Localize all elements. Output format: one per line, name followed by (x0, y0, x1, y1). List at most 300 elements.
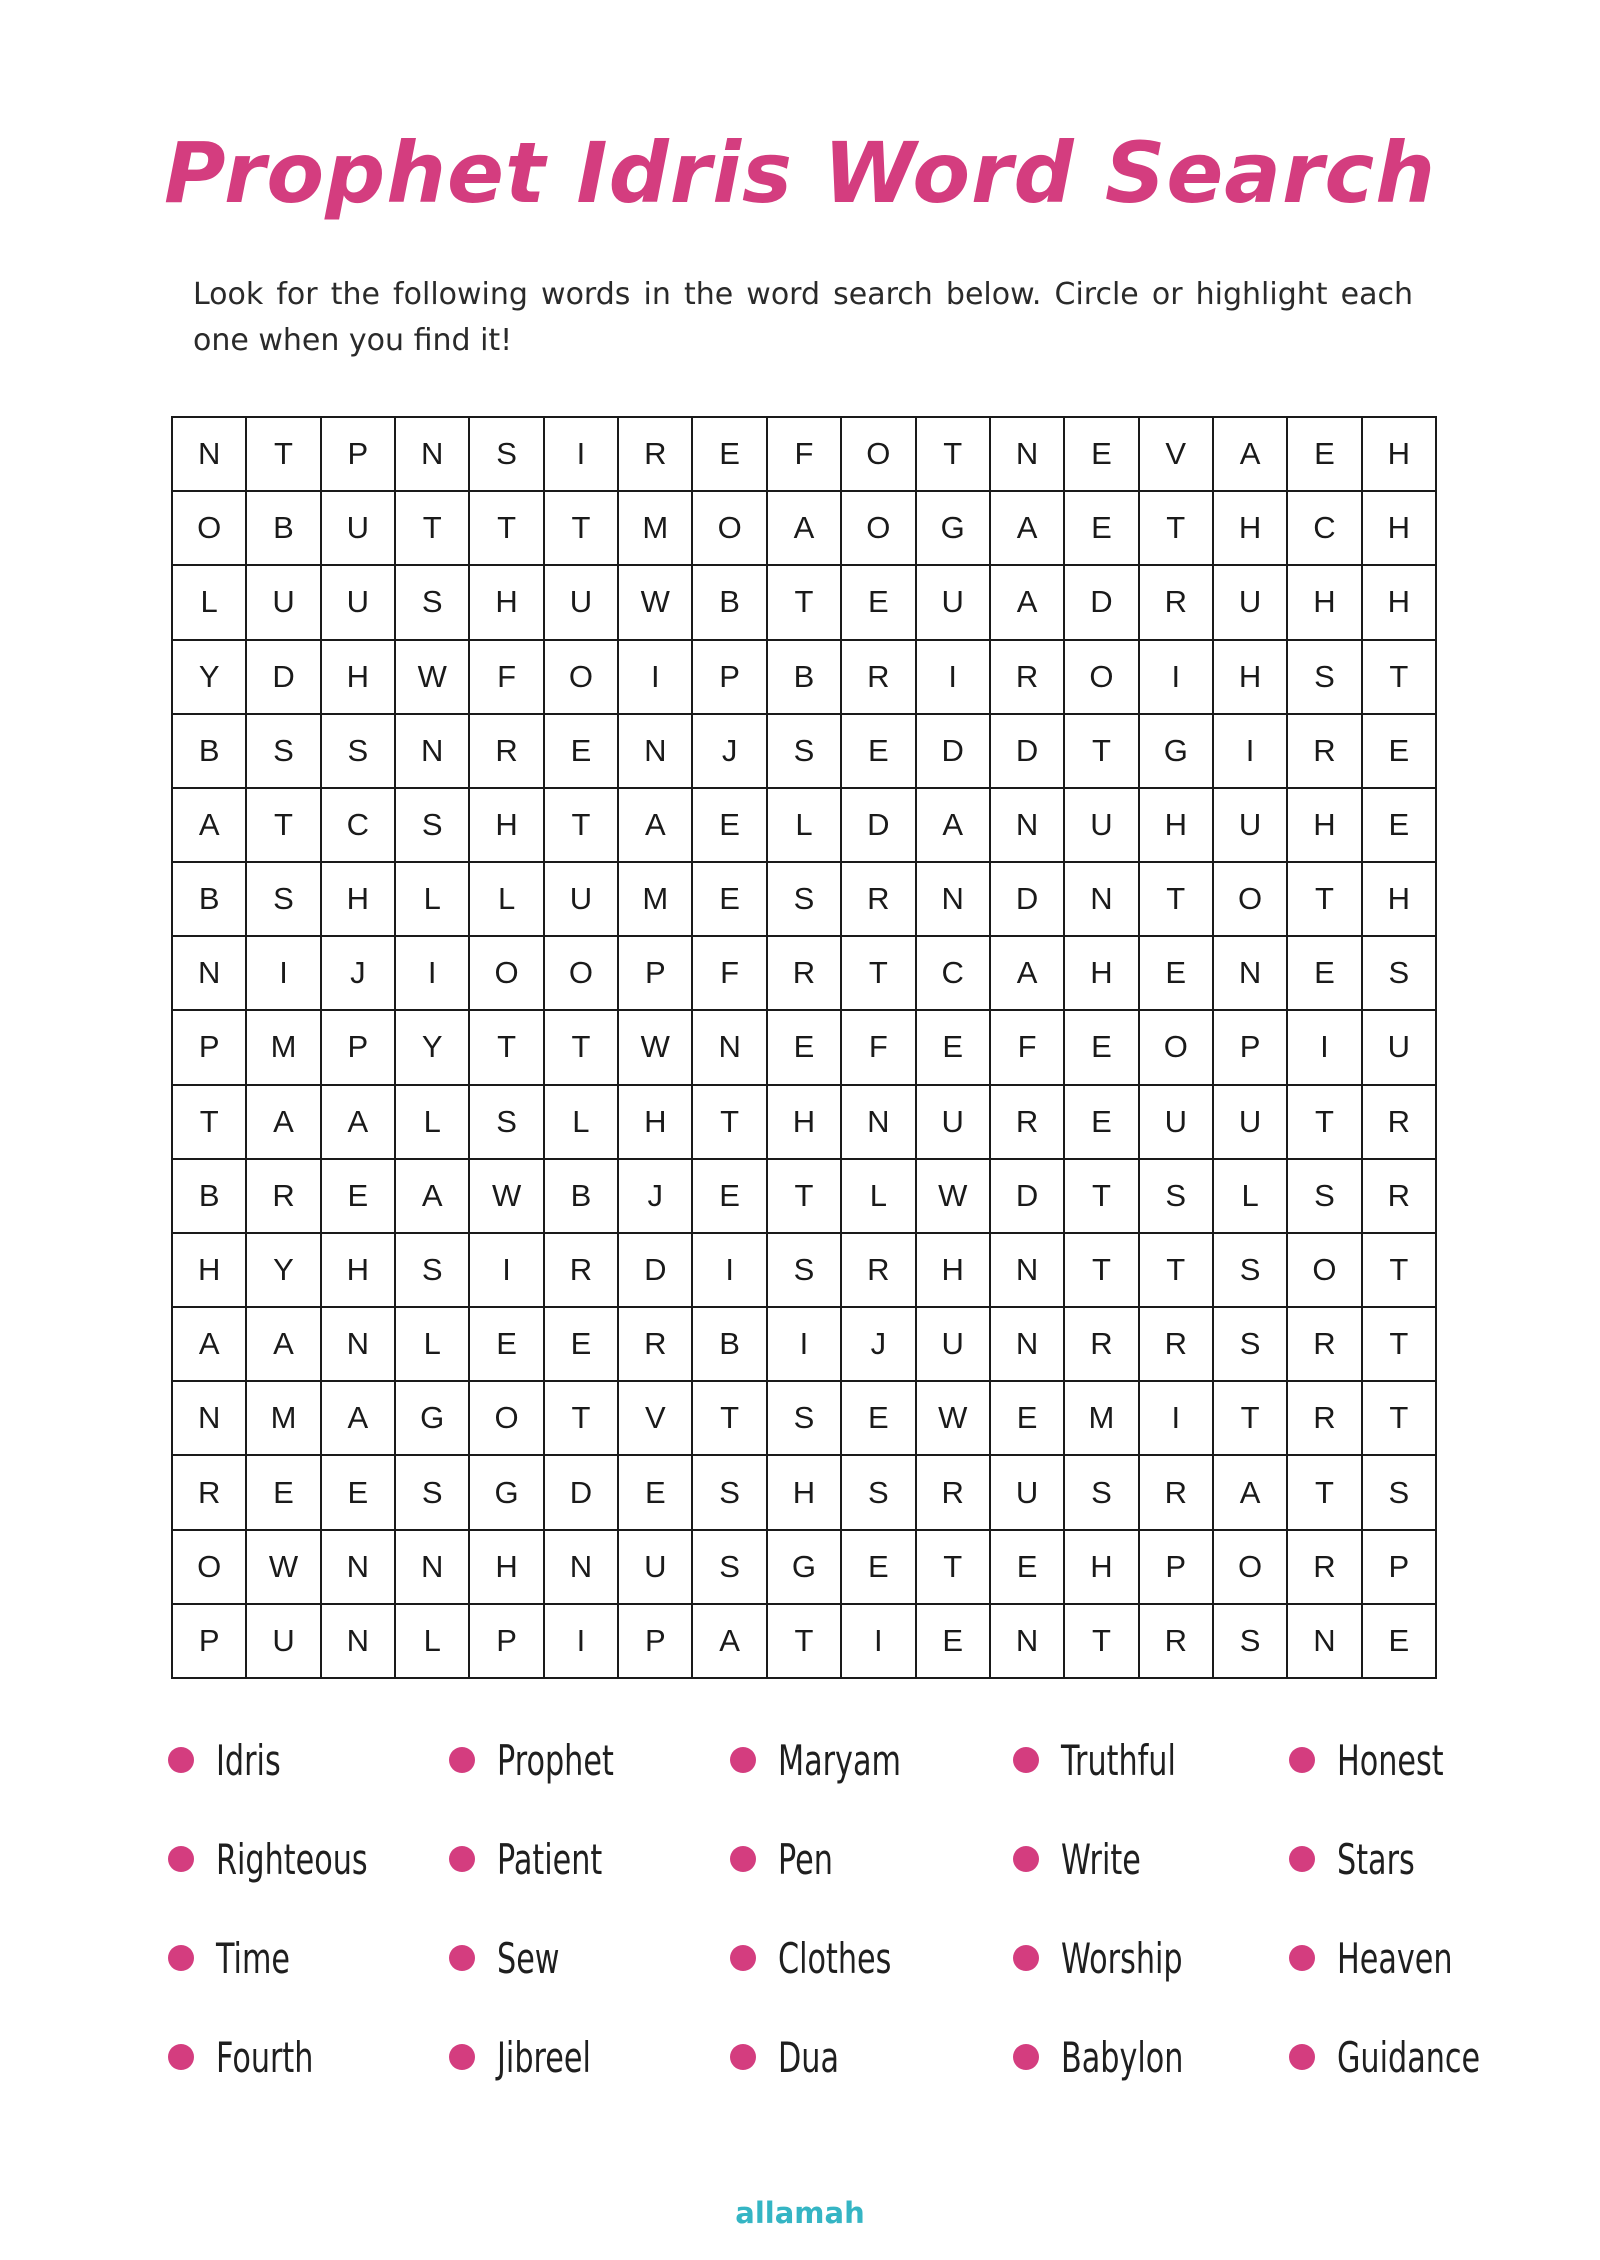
grid-cell[interactable]: R (991, 641, 1065, 715)
bullet-icon (1289, 2044, 1315, 2070)
grid-cell[interactable]: U (545, 566, 619, 640)
grid-cell[interactable]: D (842, 789, 916, 863)
grid-cell[interactable]: T (247, 418, 321, 492)
grid-cell[interactable]: R (470, 715, 544, 789)
grid-cell[interactable]: N (991, 1234, 1065, 1308)
grid-cell[interactable]: E (470, 1308, 544, 1382)
grid-cell[interactable]: G (768, 1531, 842, 1605)
grid-cell[interactable]: N (173, 1382, 247, 1456)
grid-cell[interactable]: H (470, 1531, 544, 1605)
grid-cell[interactable]: O (1065, 641, 1139, 715)
grid-cell[interactable]: I (247, 937, 321, 1011)
page-title: Prophet Idris Word Search (164, 124, 1436, 222)
grid-cell[interactable]: N (619, 715, 693, 789)
grid-cell[interactable]: H (619, 1086, 693, 1160)
word-label: Heaven (1337, 1933, 1453, 1983)
grid-cell[interactable]: S (247, 863, 321, 937)
grid-cell[interactable]: R (842, 863, 916, 937)
grid-cell[interactable]: T (247, 789, 321, 863)
grid-cell[interactable]: T (917, 418, 991, 492)
grid-cell[interactable]: T (768, 566, 842, 640)
grid-cell[interactable]: O (1140, 1011, 1214, 1085)
grid-cell[interactable]: I (1140, 641, 1214, 715)
grid-cell[interactable]: O (545, 937, 619, 1011)
grid-cell[interactable]: A (917, 789, 991, 863)
grid-cell[interactable]: S (1288, 1160, 1362, 1234)
grid-cell[interactable]: E (842, 566, 916, 640)
grid-cell[interactable]: E (991, 1382, 1065, 1456)
grid-cell[interactable]: T (1288, 1456, 1362, 1530)
grid-cell[interactable]: S (693, 1456, 767, 1530)
grid-cell[interactable]: R (619, 1308, 693, 1382)
grid-cell[interactable]: R (1288, 1308, 1362, 1382)
grid-cell[interactable]: N (991, 418, 1065, 492)
grid-cell[interactable]: H (470, 789, 544, 863)
grid-cell[interactable]: R (545, 1234, 619, 1308)
grid-cell[interactable]: I (1140, 1382, 1214, 1456)
grid-cell[interactable]: H (1363, 566, 1437, 640)
grid-cell[interactable]: I (619, 641, 693, 715)
grid-cell[interactable]: H (1288, 789, 1362, 863)
grid-cell[interactable]: H (1363, 863, 1437, 937)
grid-cell[interactable]: G (917, 492, 991, 566)
grid-cell[interactable]: I (1214, 715, 1288, 789)
grid-cell[interactable]: E (1288, 937, 1362, 1011)
grid-cell[interactable]: V (1140, 418, 1214, 492)
grid-cell[interactable]: T (1288, 863, 1362, 937)
instructions-text: Look for the following words in the word search below. Circle or highlight each one when you find it! (193, 277, 1413, 358)
grid-cell[interactable]: D (545, 1456, 619, 1530)
grid-cell[interactable]: I (768, 1308, 842, 1382)
grid-cell[interactable]: T (545, 1382, 619, 1456)
grid-cell[interactable]: U (1065, 789, 1139, 863)
grid-cell[interactable]: N (322, 1531, 396, 1605)
grid-cell[interactable]: T (1065, 1160, 1139, 1234)
grid-cell[interactable]: W (619, 1011, 693, 1085)
grid-cell[interactable]: L (396, 1605, 470, 1679)
grid-cell[interactable]: D (991, 715, 1065, 789)
grid-cell[interactable]: R (1140, 1456, 1214, 1530)
grid-cell[interactable]: O (1288, 1234, 1362, 1308)
grid-cell[interactable]: H (322, 641, 396, 715)
grid-cell[interactable]: R (1288, 1382, 1362, 1456)
word-list-item (1289, 1829, 1489, 1889)
grid-cell[interactable]: T (1214, 1382, 1288, 1456)
grid-cell[interactable]: A (173, 789, 247, 863)
grid-cell[interactable]: O (842, 418, 916, 492)
grid-cell[interactable]: T (396, 492, 470, 566)
grid-cell[interactable]: E (545, 1308, 619, 1382)
grid-cell[interactable]: R (1140, 1308, 1214, 1382)
grid-cell[interactable]: J (619, 1160, 693, 1234)
grid-cell[interactable]: S (1363, 1456, 1437, 1530)
grid-cell[interactable]: E (247, 1456, 321, 1530)
grid-cell[interactable]: S (1065, 1456, 1139, 1530)
grid-cell[interactable]: E (693, 863, 767, 937)
grid-cell[interactable]: E (1065, 1086, 1139, 1160)
grid-cell[interactable]: T (1363, 641, 1437, 715)
bullet-icon (730, 1846, 756, 1872)
grid-cell[interactable]: T (545, 1011, 619, 1085)
grid-cell[interactable]: D (247, 641, 321, 715)
grid-cell[interactable]: M (247, 1011, 321, 1085)
grid-cell[interactable]: C (1288, 492, 1362, 566)
grid-cell[interactable]: A (396, 1160, 470, 1234)
grid-cell[interactable]: T (693, 1382, 767, 1456)
grid-cell[interactable]: I (545, 1605, 619, 1679)
grid-cell[interactable]: W (619, 566, 693, 640)
grid-cell[interactable]: T (1140, 1234, 1214, 1308)
grid-cell[interactable]: R (842, 1234, 916, 1308)
grid-cell[interactable]: H (1065, 937, 1139, 1011)
grid-cell[interactable]: A (693, 1605, 767, 1679)
grid-cell[interactable]: N (322, 1308, 396, 1382)
grid-cell[interactable]: T (693, 1086, 767, 1160)
grid-cell[interactable]: N (322, 1605, 396, 1679)
grid-cell[interactable]: S (768, 1382, 842, 1456)
grid-cell[interactable]: T (1065, 715, 1139, 789)
grid-cell[interactable]: L (470, 863, 544, 937)
grid-cell[interactable]: O (1214, 863, 1288, 937)
grid-cell[interactable]: U (1214, 1086, 1288, 1160)
grid-cell[interactable]: U (545, 863, 619, 937)
grid-cell[interactable]: I (396, 937, 470, 1011)
grid-cell[interactable]: U (917, 1308, 991, 1382)
grid-cell[interactable]: B (693, 566, 767, 640)
grid-cell[interactable]: E (322, 1456, 396, 1530)
grid-cell[interactable]: S (1214, 1605, 1288, 1679)
grid-cell[interactable]: S (322, 715, 396, 789)
grid-cell[interactable]: N (545, 1531, 619, 1605)
grid-cell[interactable]: J (842, 1308, 916, 1382)
grid-cell[interactable]: T (470, 492, 544, 566)
grid-cell[interactable]: W (917, 1382, 991, 1456)
grid-cell[interactable]: H (1065, 1531, 1139, 1605)
grid-cell[interactable]: E (1065, 1011, 1139, 1085)
grid-cell[interactable]: B (545, 1160, 619, 1234)
grid-cell[interactable]: A (991, 937, 1065, 1011)
grid-cell[interactable]: B (173, 1160, 247, 1234)
grid-cell[interactable]: F (991, 1011, 1065, 1085)
grid-cell[interactable]: A (247, 1086, 321, 1160)
grid-cell[interactable]: B (173, 715, 247, 789)
grid-cell[interactable]: T (768, 1605, 842, 1679)
word-label: Truthful (1061, 1735, 1176, 1785)
grid-cell[interactable]: B (247, 492, 321, 566)
grid-cell[interactable]: M (619, 492, 693, 566)
grid-cell[interactable]: C (917, 937, 991, 1011)
grid-cell[interactable]: H (768, 1086, 842, 1160)
grid-cell[interactable]: B (768, 641, 842, 715)
grid-cell[interactable]: O (1214, 1531, 1288, 1605)
grid-cell[interactable]: S (842, 1456, 916, 1530)
grid-cell[interactable]: A (247, 1308, 321, 1382)
grid-cell[interactable]: W (396, 641, 470, 715)
grid-cell[interactable]: P (470, 1605, 544, 1679)
grid-cell[interactable]: F (693, 937, 767, 1011)
grid-cell[interactable]: P (173, 1011, 247, 1085)
grid-cell[interactable]: T (173, 1086, 247, 1160)
grid-cell[interactable]: I (842, 1605, 916, 1679)
grid-cell[interactable]: O (470, 937, 544, 1011)
grid-cell[interactable]: U (991, 1456, 1065, 1530)
grid-cell[interactable]: N (1214, 937, 1288, 1011)
grid-cell[interactable]: Y (173, 641, 247, 715)
grid-cell[interactable]: F (842, 1011, 916, 1085)
grid-cell[interactable]: T (1363, 1382, 1437, 1456)
grid-cell[interactable]: L (545, 1086, 619, 1160)
grid-cell[interactable]: V (619, 1382, 693, 1456)
grid-cell[interactable]: A (991, 566, 1065, 640)
word-list-item (730, 1928, 1013, 1988)
grid-cell[interactable]: P (173, 1605, 247, 1679)
grid-cell[interactable]: O (545, 641, 619, 715)
grid-cell[interactable]: U (619, 1531, 693, 1605)
grid-cell[interactable]: E (917, 1011, 991, 1085)
grid-cell[interactable]: N (991, 1308, 1065, 1382)
grid-cell[interactable]: T (1363, 1308, 1437, 1382)
grid-cell[interactable]: R (917, 1456, 991, 1530)
grid-cell[interactable]: E (545, 715, 619, 789)
grid-cell[interactable]: S (470, 418, 544, 492)
grid-cell[interactable]: S (1214, 1308, 1288, 1382)
grid-cell[interactable]: D (917, 715, 991, 789)
grid-cell[interactable]: G (470, 1456, 544, 1530)
bullet-icon (168, 1846, 194, 1872)
grid-cell[interactable]: U (1214, 789, 1288, 863)
grid-cell[interactable]: N (991, 789, 1065, 863)
grid-cell[interactable]: E (1065, 492, 1139, 566)
grid-cell[interactable]: H (1288, 566, 1362, 640)
grid-cell[interactable]: W (247, 1531, 321, 1605)
grid-cell[interactable]: E (842, 715, 916, 789)
grid-cell[interactable]: N (396, 418, 470, 492)
grid-cell[interactable]: N (396, 715, 470, 789)
grid-cell[interactable]: S (396, 1456, 470, 1530)
grid-cell[interactable]: I (545, 418, 619, 492)
grid-cell[interactable]: H (1363, 492, 1437, 566)
grid-cell[interactable]: R (247, 1160, 321, 1234)
grid-cell[interactable]: A (322, 1382, 396, 1456)
grid-cell[interactable]: H (322, 863, 396, 937)
grid-cell[interactable]: D (619, 1234, 693, 1308)
grid-cell[interactable]: R (768, 937, 842, 1011)
grid-cell[interactable]: W (470, 1160, 544, 1234)
grid-cell[interactable]: T (1065, 1605, 1139, 1679)
grid-cell[interactable]: E (693, 789, 767, 863)
grid-cell[interactable]: E (991, 1531, 1065, 1605)
grid-cell[interactable]: P (1363, 1531, 1437, 1605)
grid-cell[interactable]: E (1288, 418, 1362, 492)
grid-cell[interactable]: N (1065, 863, 1139, 937)
grid-cell[interactable]: T (1140, 492, 1214, 566)
grid-cell[interactable]: T (1288, 1086, 1362, 1160)
grid-cell[interactable]: H (470, 566, 544, 640)
grid-cell[interactable]: R (991, 1086, 1065, 1160)
grid-cell[interactable]: S (470, 1086, 544, 1160)
grid-cell[interactable]: E (1140, 937, 1214, 1011)
grid-cell[interactable]: P (619, 1605, 693, 1679)
grid-cell[interactable]: A (322, 1086, 396, 1160)
grid-cell[interactable]: S (1363, 937, 1437, 1011)
grid-cell[interactable]: C (322, 789, 396, 863)
grid-cell[interactable]: O (842, 492, 916, 566)
grid-cell[interactable]: N (1288, 1605, 1362, 1679)
grid-cell[interactable]: T (1363, 1234, 1437, 1308)
grid-cell[interactable]: L (396, 1308, 470, 1382)
grid-cell[interactable]: U (917, 566, 991, 640)
grid-cell[interactable]: S (1140, 1160, 1214, 1234)
grid-cell[interactable]: U (917, 1086, 991, 1160)
grid-cell[interactable]: R (173, 1456, 247, 1530)
grid-cell[interactable]: J (693, 715, 767, 789)
grid-cell[interactable]: S (768, 863, 842, 937)
grid-cell[interactable]: E (1363, 715, 1437, 789)
grid-cell[interactable]: R (1288, 1531, 1362, 1605)
grid-cell[interactable]: L (396, 863, 470, 937)
grid-cell[interactable]: P (1140, 1531, 1214, 1605)
grid-cell[interactable]: H (1140, 789, 1214, 863)
grid-cell[interactable]: U (247, 566, 321, 640)
grid-cell[interactable]: T (545, 492, 619, 566)
grid-cell[interactable]: E (322, 1160, 396, 1234)
grid-cell[interactable]: S (396, 789, 470, 863)
grid-cell[interactable]: U (322, 566, 396, 640)
grid-cell[interactable]: B (173, 863, 247, 937)
grid-cell[interactable]: E (619, 1456, 693, 1530)
grid-cell[interactable]: M (1065, 1382, 1139, 1456)
grid-cell[interactable]: J (322, 937, 396, 1011)
grid-cell[interactable]: O (470, 1382, 544, 1456)
grid-cell[interactable]: F (470, 641, 544, 715)
grid-cell[interactable]: S (1288, 641, 1362, 715)
grid-cell[interactable]: H (173, 1234, 247, 1308)
grid-cell[interactable]: O (173, 1531, 247, 1605)
grid-cell[interactable]: S (768, 715, 842, 789)
word-label: Dua (778, 2032, 839, 2082)
grid-cell[interactable]: R (842, 641, 916, 715)
grid-cell[interactable]: A (1214, 418, 1288, 492)
grid-cell[interactable]: N (693, 1011, 767, 1085)
grid-cell[interactable]: P (322, 418, 396, 492)
grid-cell[interactable]: L (842, 1160, 916, 1234)
grid-cell[interactable]: R (1140, 566, 1214, 640)
grid-cell[interactable]: E (917, 1605, 991, 1679)
grid-cell[interactable]: O (693, 492, 767, 566)
grid-cell[interactable]: E (768, 1011, 842, 1085)
grid-cell[interactable]: E (693, 1160, 767, 1234)
grid-cell[interactable]: D (991, 863, 1065, 937)
grid-cell[interactable]: G (1140, 715, 1214, 789)
grid-cell[interactable]: L (173, 566, 247, 640)
grid-cell[interactable]: E (842, 1531, 916, 1605)
grid-cell[interactable]: S (693, 1531, 767, 1605)
grid-cell[interactable]: N (991, 1605, 1065, 1679)
grid-cell[interactable]: P (322, 1011, 396, 1085)
grid-cell[interactable]: N (173, 418, 247, 492)
grid-cell[interactable]: W (917, 1160, 991, 1234)
grid-cell[interactable]: T (1140, 863, 1214, 937)
grid-cell[interactable]: S (768, 1234, 842, 1308)
grid-cell[interactable]: L (396, 1086, 470, 1160)
grid-cell[interactable]: L (1214, 1160, 1288, 1234)
grid-cell[interactable]: D (1065, 566, 1139, 640)
grid-cell[interactable]: S (396, 566, 470, 640)
grid-cell[interactable]: E (693, 418, 767, 492)
grid-cell[interactable]: N (917, 863, 991, 937)
grid-cell[interactable]: B (693, 1308, 767, 1382)
grid-cell[interactable]: T (470, 1011, 544, 1085)
grid-cell[interactable]: E (1363, 1605, 1437, 1679)
grid-cell[interactable]: R (1065, 1308, 1139, 1382)
grid-cell[interactable]: S (396, 1234, 470, 1308)
grid-cell[interactable]: D (991, 1160, 1065, 1234)
grid-cell[interactable]: R (619, 418, 693, 492)
grid-cell[interactable]: P (1214, 1011, 1288, 1085)
grid-cell[interactable]: H (1363, 418, 1437, 492)
grid-cell[interactable]: G (396, 1382, 470, 1456)
grid-cell[interactable]: R (1140, 1605, 1214, 1679)
grid-cell[interactable]: H (917, 1234, 991, 1308)
grid-cell[interactable]: E (1065, 418, 1139, 492)
grid-cell[interactable]: P (693, 641, 767, 715)
grid-cell[interactable]: N (173, 937, 247, 1011)
grid-cell[interactable]: H (1214, 492, 1288, 566)
grid-cell[interactable]: S (1214, 1234, 1288, 1308)
grid-cell[interactable]: A (619, 789, 693, 863)
grid-cell[interactable]: U (1363, 1011, 1437, 1085)
grid-cell[interactable]: I (917, 641, 991, 715)
grid-cell[interactable]: T (917, 1531, 991, 1605)
grid-cell[interactable]: Y (396, 1011, 470, 1085)
grid-cell[interactable]: T (1065, 1234, 1139, 1308)
grid-cell[interactable]: E (1363, 789, 1437, 863)
grid-cell[interactable]: U (1214, 566, 1288, 640)
grid-cell[interactable]: U (247, 1605, 321, 1679)
grid-cell[interactable]: R (1363, 1086, 1437, 1160)
grid-cell[interactable]: S (247, 715, 321, 789)
grid-cell[interactable]: H (322, 1234, 396, 1308)
grid-cell[interactable]: F (768, 418, 842, 492)
grid-cell[interactable]: T (842, 937, 916, 1011)
grid-cell[interactable]: H (768, 1456, 842, 1530)
bullet-icon (730, 1945, 756, 1971)
grid-cell[interactable]: I (470, 1234, 544, 1308)
grid-cell[interactable]: A (768, 492, 842, 566)
grid-cell[interactable]: I (693, 1234, 767, 1308)
grid-cell[interactable]: L (768, 789, 842, 863)
grid-cell[interactable]: I (1288, 1011, 1362, 1085)
grid-cell[interactable]: P (619, 937, 693, 1011)
grid-cell[interactable]: N (396, 1531, 470, 1605)
grid-cell[interactable]: M (619, 863, 693, 937)
grid-cell[interactable]: U (1140, 1086, 1214, 1160)
grid-cell[interactable]: H (1214, 641, 1288, 715)
grid-cell[interactable]: M (247, 1382, 321, 1456)
grid-cell[interactable]: R (1288, 715, 1362, 789)
grid-cell[interactable]: E (842, 1382, 916, 1456)
grid-cell[interactable]: O (173, 492, 247, 566)
grid-cell[interactable]: U (322, 492, 396, 566)
grid-cell[interactable]: A (991, 492, 1065, 566)
grid-cell[interactable]: Y (247, 1234, 321, 1308)
grid-cell[interactable]: T (768, 1160, 842, 1234)
grid-cell[interactable]: A (1214, 1456, 1288, 1530)
grid-cell[interactable]: A (173, 1308, 247, 1382)
grid-cell[interactable]: R (1363, 1160, 1437, 1234)
grid-cell[interactable]: T (545, 789, 619, 863)
grid-cell[interactable]: N (842, 1086, 916, 1160)
